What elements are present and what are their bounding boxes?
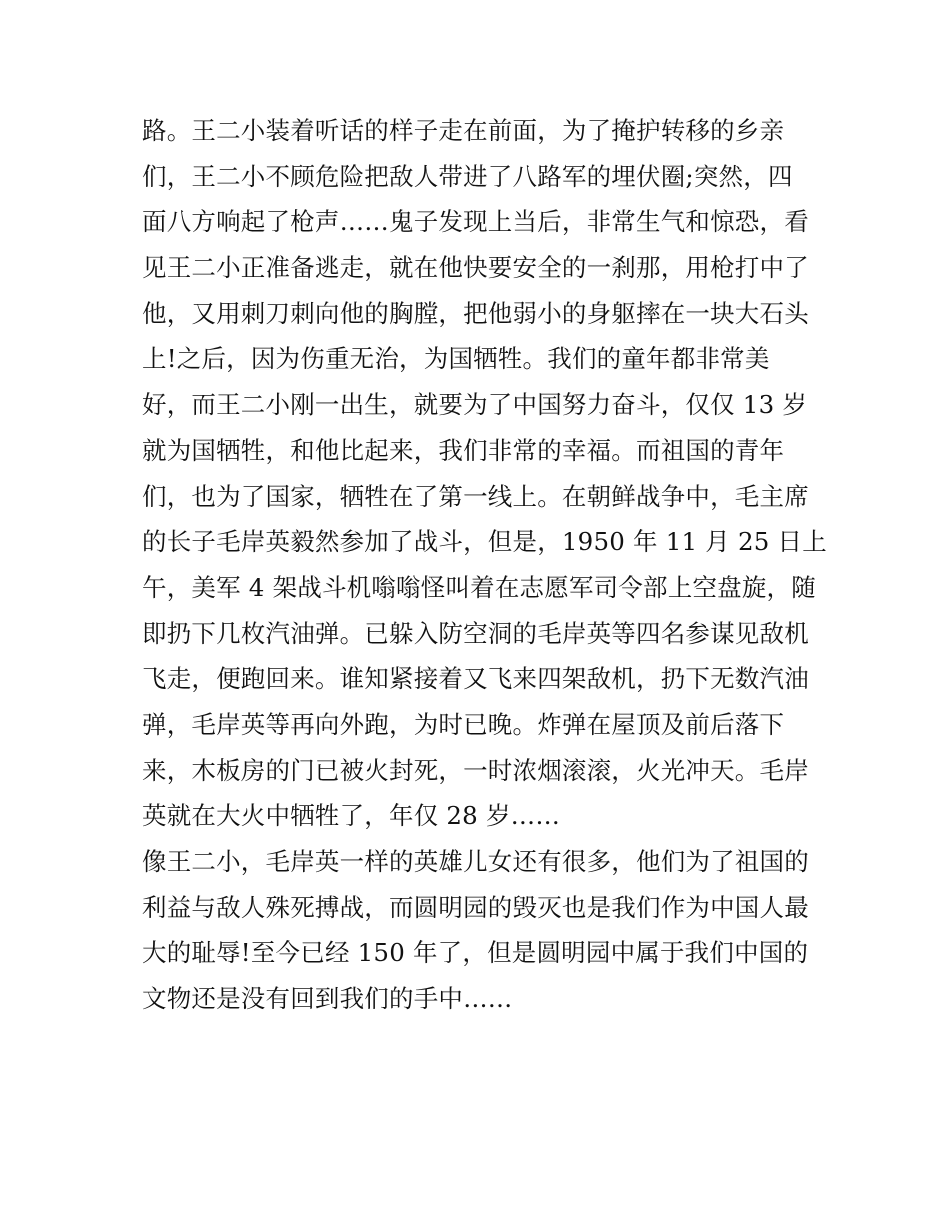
text-line: 就为国牺牲，和他比起来，我们非常的幸福。而祖国的青年 (142, 435, 785, 465)
text-line: 飞走，便跑回来。谁知紧接着又飞来四架敌机，扔下无数汽油 (142, 664, 809, 694)
text-line: 们，王二小不顾危险把敌人带进了八路军的埋伏圈;突然，四 (142, 161, 793, 191)
text-line: 英就在大火中牺牲了，年仅 28 岁…… (142, 801, 561, 831)
text-line: 像王二小，毛岸英一样的英雄儿女还有很多，他们为了祖国的 (142, 847, 809, 876)
text-line: 好，而王二小刚一出生，就要为了中国努力奋斗，仅仅 13 岁 (142, 390, 808, 420)
text-line: 大的耻辱!至今已经 150 年了，但是圆明园中属于我们中国的 (142, 938, 809, 968)
text-line: 们，也为了国家，牺牲在了第一线上。在朝鲜战争中，毛主席 (142, 481, 809, 511)
text-line: 上!之后，因为伤重无治，为国牺牲。我们的童年都非常美 (142, 344, 770, 374)
text-line: 利益与敌人殊死搏战，而圆明园的毁灭也是我们作为中国人最 (142, 892, 809, 922)
text-line: 见王二小正准备逃走，就在他快要安全的一刹那，用枪打中了 (142, 253, 809, 283)
text-line: 即扔下几枚汽油弹。已躲入防空洞的毛岸英等四名参谋见敌机 (142, 618, 809, 648)
text-line: 弹，毛岸英等再向外跑，为时已晚。炸弹在屋顶及前后落下 (142, 709, 785, 739)
text-line: 午，美军 4 架战斗机嗡嗡怪叫着在志愿军司令部上空盘旋，随 (142, 572, 816, 602)
body-text (142, 108, 827, 1022)
text-line: 面八方响起了枪声……鬼子发现上当后，非常生气和惊恐，看 (142, 207, 809, 237)
text-line: 文物还是没有回到我们的手中…… (142, 984, 513, 1014)
text-line: 路。王二小装着听话的样子走在前面，为了掩护转移的乡亲 (142, 116, 785, 145)
text-line: 的长子毛岸英毅然参加了战斗，但是，1950 年 11 月 25 日上 (142, 527, 827, 557)
text-line: 来，木板房的门已被火封死，一时浓烟滚滚，火光冲天。毛岸 (142, 755, 809, 785)
text-line: 他，又用刺刀刺向他的胸膛，把他弱小的身躯摔在一块大石头 (142, 298, 809, 328)
